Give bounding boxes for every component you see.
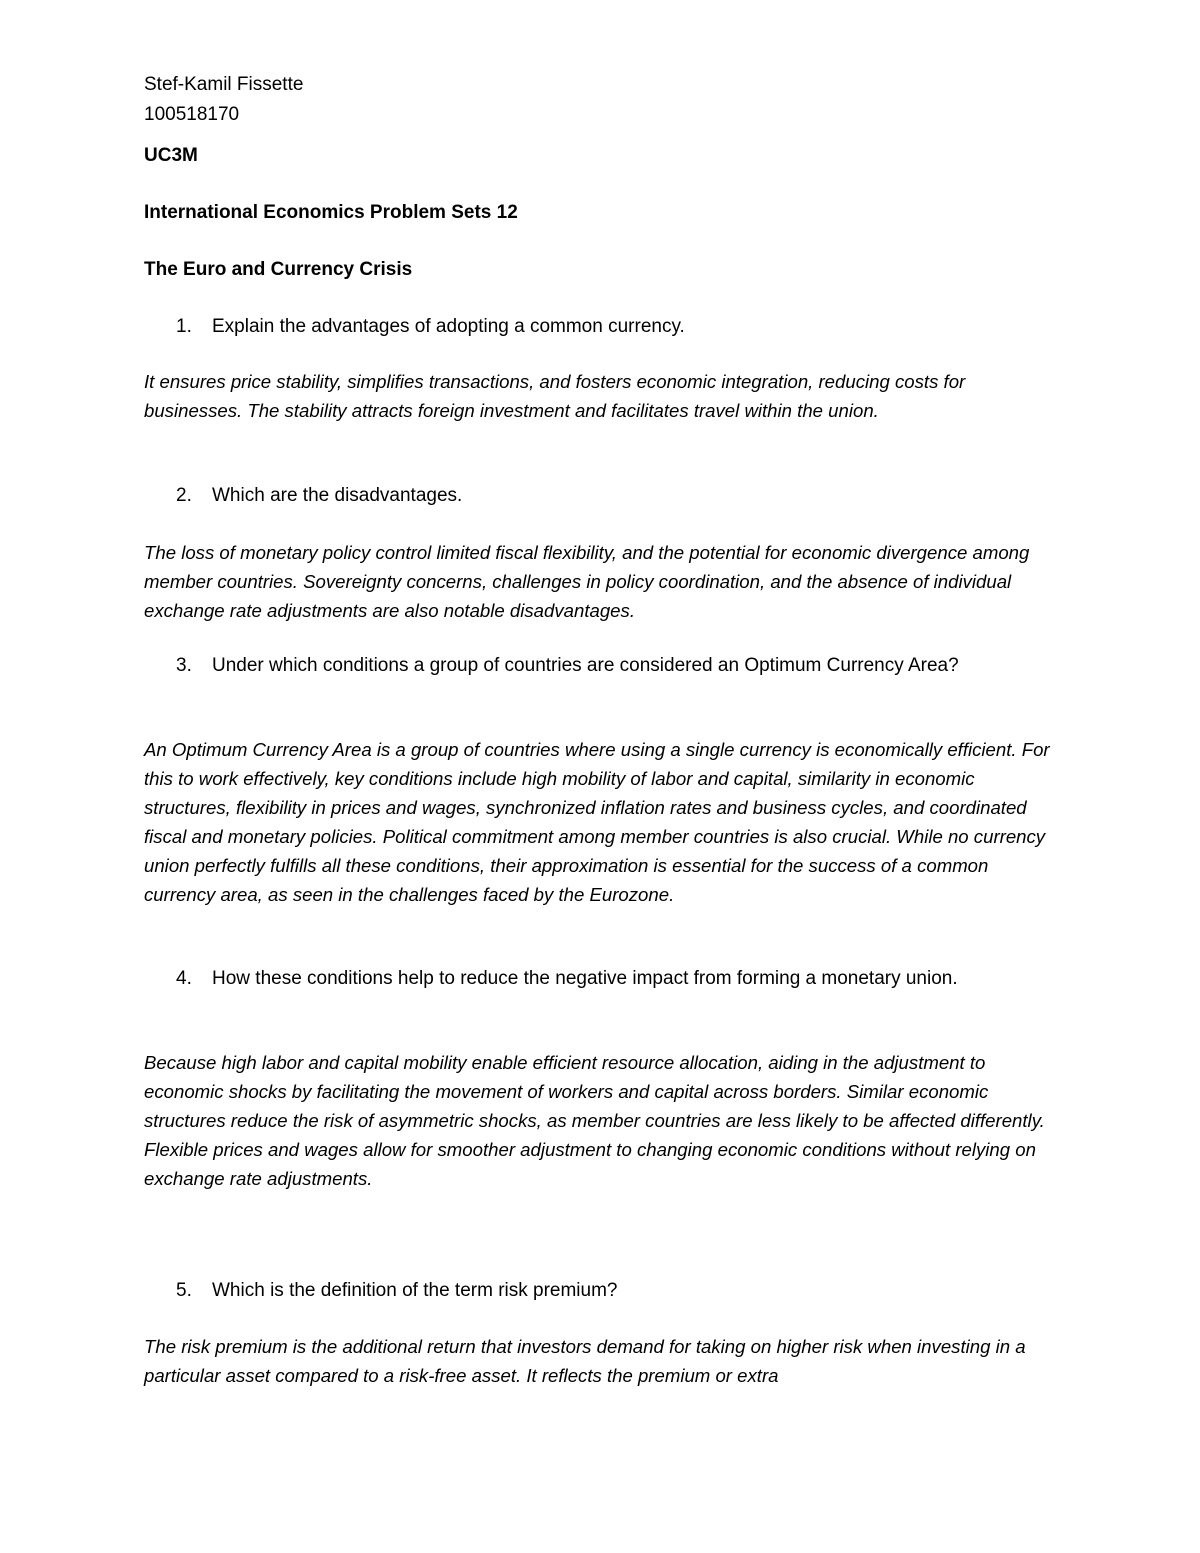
question-text: Which is the definition of the term risk premium? — [212, 1280, 618, 1301]
question-number: 4. — [176, 968, 192, 989]
question-number: 1. — [176, 316, 192, 337]
question-number: 5. — [176, 1280, 192, 1301]
course-title: International Economics Problem Sets 12 — [144, 202, 518, 223]
answer-4: Because high labor and capital mobility enable efficient resource allocation, aiding in the adjustment to economic shocks by facilitating the movement of workers and capital across borders. Similar economic structures reduce the risk of asymmetric shocks, as member countries are less likely to be affected differently. Flexible prices and wages allow for smoother adjustment to changing economic conditions without relying on exchange rate adjustments. — [144, 1052, 1045, 1189]
author-name: Stef-Kamil Fissette — [144, 74, 304, 95]
topic-title: The Euro and Currency Crisis — [144, 259, 413, 280]
answer-2: The loss of monetary policy control limited fiscal flexibility, and the potential for economic divergence among member countries. Sovereignty concerns, challenges in policy coordination, and the absence of individual exchange rate adjustments are also notable disadvantages. — [144, 542, 1030, 621]
question-text: Under which conditions a group of countries are considered an Optimum Currency Area? — [212, 655, 959, 676]
student-id: 100518170 — [144, 104, 240, 125]
question-2 — [176, 481, 1016, 510]
answer-1: It ensures price stability, simplifies transactions, and fosters economic integration, reducing costs for businesses. The stability attracts foreign investment and facilitates travel within the union. — [144, 371, 966, 421]
question-1 — [176, 312, 1016, 341]
question-number: 2. — [176, 485, 192, 506]
question-text: Which are the disadvantages. — [212, 485, 463, 506]
answer-3: An Optimum Currency Area is a group of countries where using a single currency is economically efficient. For this to work effectively, key conditions include high mobility of labor and capital, similarity in economic structures, flexibility in prices and wages, synchronized inflation rates and business cycles, and coordinated fiscal and monetary policies. Political commitment among member countries is also crucial. While no currency union perfectly fulfills all these conditions, their approximation is essential for the success of a common currency area, as seen in the challenges faced by the Eurozone. — [144, 739, 1050, 905]
answer-5: The risk premium is the additional return that investors demand for taking on higher risk when investing in a particular asset compared to a risk-free asset. It reflects the premium or extra — [144, 1336, 1026, 1386]
question-number: 3. — [176, 655, 192, 676]
question-4 — [176, 964, 1016, 993]
question-3 — [176, 651, 1016, 680]
question-5 — [176, 1276, 1016, 1305]
institution: UC3M — [144, 145, 198, 166]
question-text: Explain the advantages of adopting a common currency. — [212, 316, 685, 337]
question-text: How these conditions help to reduce the negative impact from forming a monetary union. — [212, 968, 958, 989]
